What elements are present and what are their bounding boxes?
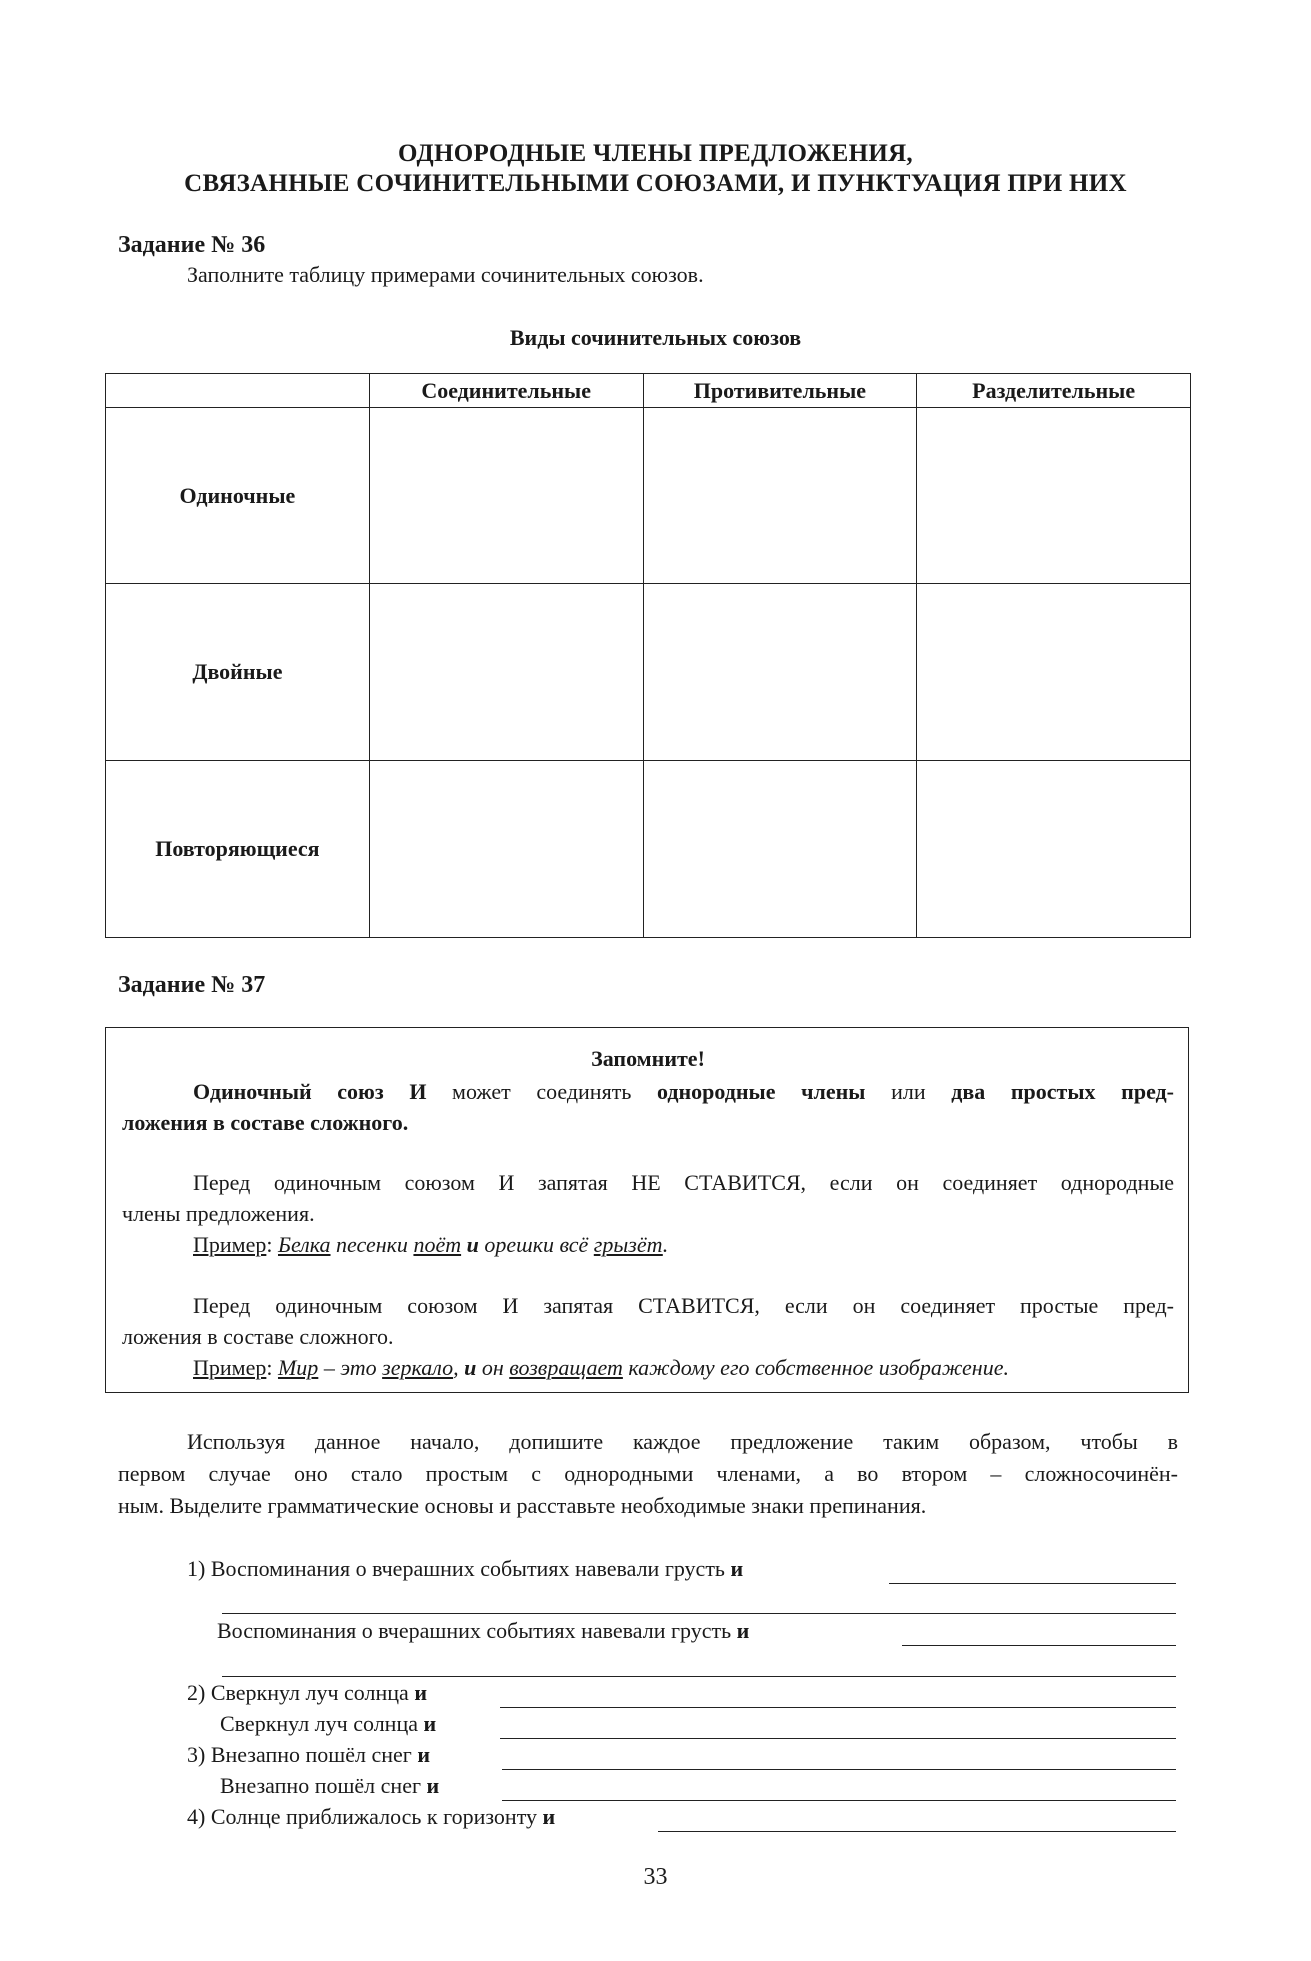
task-37-paragraph-line-2: первом случае оно стало простым с однородными членами, а во втором – сложносочинён- (118, 1461, 1178, 1486)
answer-line[interactable] (502, 1769, 1176, 1770)
table-row (106, 761, 1191, 938)
rule-no-comma-line-1: Перед одиночным союзом И запятая НЕ СТАВИТСЯ, если он соединяет однородные (193, 1170, 1174, 1195)
answer-cell[interactable] (369, 761, 643, 938)
example-2: Пример: Мир – это зеркало, и он возвращает каждому его собственное изображение. (193, 1355, 1009, 1380)
task-37-label: Задание № 37 (118, 972, 266, 998)
answer-cell[interactable] (917, 761, 1191, 938)
answer-cell[interactable] (643, 761, 917, 938)
answer-line[interactable] (658, 1831, 1176, 1832)
exercise-3b-prompt: Внезапно пошёл снег и (220, 1773, 440, 1798)
table-row (106, 584, 1191, 761)
answer-cell[interactable] (643, 408, 917, 584)
column-header: Разделительные (917, 374, 1191, 408)
row-header: Двойные (106, 584, 370, 761)
exercise-4-prompt: 4) Солнце приближалось к горизонту и (187, 1804, 556, 1829)
answer-cell[interactable] (369, 584, 643, 761)
rule-no-comma-line-2: члены предложения. (122, 1201, 315, 1226)
answer-line[interactable] (889, 1583, 1176, 1584)
exercise-2-prompt: 2) Сверкнул луч солнца и (187, 1680, 427, 1705)
remember-box (105, 1027, 1189, 1393)
answer-cell[interactable] (369, 408, 643, 584)
row-header: Одиночные (106, 408, 370, 584)
exercise-1b-prompt: Воспоминания о вчерашних событиях навевали грусть и (217, 1618, 750, 1643)
column-header: Противительные (643, 374, 917, 408)
task-37-paragraph-line-1: Используя данное начало, допишите каждое предложение таким образом, чтобы в (187, 1429, 1178, 1454)
answer-line[interactable] (500, 1738, 1176, 1739)
section-title-line1: ОДНОРОДНЫЕ ЧЛЕНЫ ПРЕДЛОЖЕНИЯ, (398, 140, 913, 167)
answer-line[interactable] (902, 1645, 1176, 1646)
answer-line[interactable] (502, 1800, 1176, 1801)
exercise-2b-prompt: Сверкнул луч солнца и (220, 1711, 437, 1736)
page-number: 33 (643, 1864, 668, 1890)
table-header-row (106, 374, 1191, 408)
row-header: Повторяющиеся (106, 761, 370, 938)
example-1: Пример: Белка песенки поёт и орешки всё грызёт. (193, 1232, 669, 1257)
rule-comma-line-2: ложения в составе сложного. (122, 1324, 394, 1349)
conjunction-types-table (105, 373, 1191, 938)
rule-line-1: Одиночный союз И может соединять однородные члены или два простых пред- (193, 1079, 1174, 1104)
task-36-label: Задание № 36 (118, 232, 266, 258)
task-37-paragraph-line-3: ным. Выделите грамматические основы и расставьте необходимые знаки препинания. (118, 1493, 927, 1518)
exercise-3-prompt: 3) Внезапно пошёл снег и (187, 1742, 430, 1767)
answer-cell[interactable] (917, 584, 1191, 761)
answer-line[interactable] (500, 1707, 1176, 1708)
remember-heading: Запомните! (591, 1046, 705, 1071)
table-corner-cell (106, 374, 370, 408)
task-36-instruction: Заполните таблицу примерами сочинительных союзов. (187, 262, 704, 287)
exercise-1-prompt: 1) Воспоминания о вчерашних событиях навевали грусть и (187, 1556, 744, 1581)
table-row (106, 408, 1191, 584)
answer-cell[interactable] (643, 584, 917, 761)
rule-comma-line-1: Перед одиночным союзом И запятая СТАВИТСЯ, если он соединяет простые пред- (193, 1293, 1174, 1318)
rule-line-2: ложения в составе сложного. (122, 1110, 409, 1135)
answer-cell[interactable] (917, 408, 1191, 584)
answer-line[interactable] (222, 1676, 1176, 1677)
column-header: Соединительные (369, 374, 643, 408)
answer-line[interactable] (222, 1613, 1176, 1614)
table-caption: Виды сочинительных союзов (509, 325, 802, 350)
section-title-line2: СВЯЗАННЫЕ СОЧИНИТЕЛЬНЫМИ СОЮЗАМИ, И ПУНКТУАЦИЯ ПРИ НИХ (184, 170, 1127, 197)
